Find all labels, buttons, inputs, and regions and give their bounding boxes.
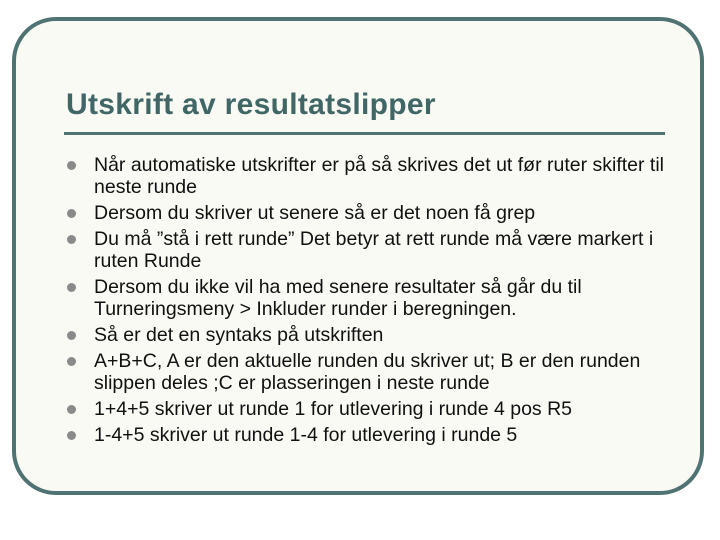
title-underline — [64, 132, 665, 135]
bullet-item — [66, 398, 666, 420]
bullet-dot-icon — [67, 431, 76, 440]
bullet-text: 1-4+5 skriver ut runde 1-4 for utlevering i runde 5 — [94, 424, 518, 446]
bullet-text: A+B+C, A er den aktuelle runden du skriver ut; B er den runden slippen deles ;C er plasseringen i neste runde — [94, 350, 641, 394]
slide-title: Utskrift av resultatslipper — [66, 88, 436, 121]
bullet-dot-icon — [67, 235, 76, 244]
bullet-text: Dersom du ikke vil ha med senere resultater så går du til Turneringsmeny > Inkluder runder i beregningen. — [94, 276, 582, 320]
bullet-dot-icon — [67, 161, 76, 170]
bullet-text: Dersom du skriver ut senere så er det noen få grep — [94, 202, 536, 224]
bullet-list — [66, 154, 666, 450]
bullet-text: Så er det en syntaks på utskriften — [94, 324, 384, 346]
bullet-text: Du må ”stå i rett runde” Det betyr at rett runde må være markert i ruten Runde — [94, 228, 654, 272]
bullet-item — [66, 350, 666, 394]
bullet-text: 1+4+5 skriver ut runde 1 for utlevering i runde 4 pos R5 — [94, 398, 573, 420]
bullet-item — [66, 276, 666, 320]
bullet-item — [66, 324, 666, 346]
bullet-dot-icon — [67, 209, 76, 218]
bullet-text: Når automatiske utskrifter er på så skrives det ut før ruter skifter til neste runde — [94, 154, 665, 198]
bullet-item — [66, 154, 666, 198]
bullet-dot-icon — [67, 331, 76, 340]
bullet-dot-icon — [67, 405, 76, 414]
bullet-item — [66, 202, 666, 224]
bullet-dot-icon — [67, 357, 76, 366]
bullet-item — [66, 228, 666, 272]
bullet-dot-icon — [67, 283, 76, 292]
bullet-item — [66, 424, 666, 446]
